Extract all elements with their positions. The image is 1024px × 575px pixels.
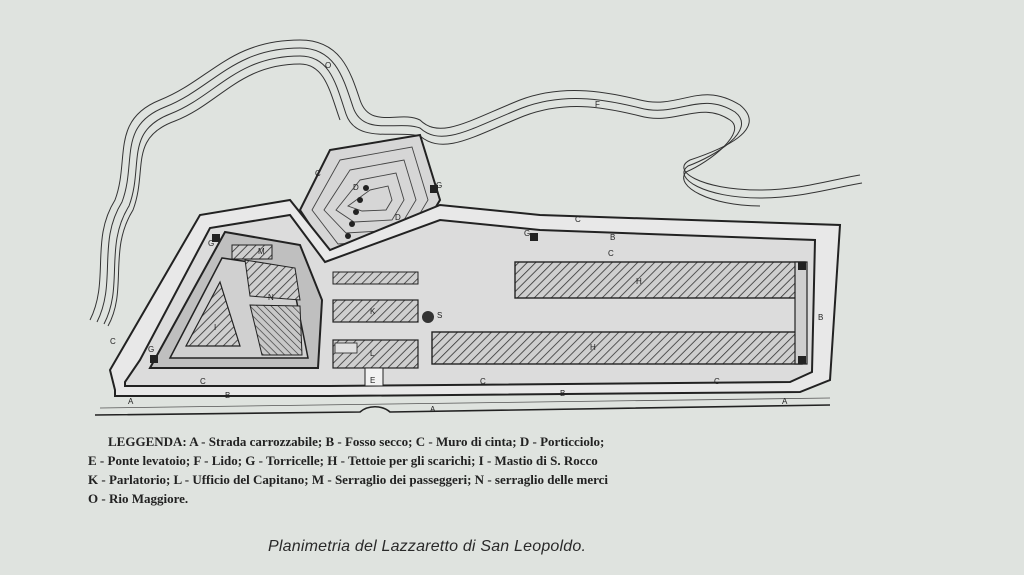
svg-text:C: C	[575, 215, 581, 224]
svg-text:S: S	[437, 311, 443, 320]
svg-text:B: B	[610, 233, 616, 242]
figure-caption: Planimetria del Lazzaretto di San Leopoldo.	[268, 538, 587, 555]
svg-text:D: D	[395, 213, 401, 222]
legend-line-4: O - Rio Maggiore.	[88, 491, 189, 506]
svg-text:C: C	[608, 249, 614, 258]
legend-line-3: K - Parlatorio; L - Ufficio del Capitano; M - Serraglio dei passeggeri; N - serraglio delle merci	[88, 472, 608, 487]
svg-text:C: C	[200, 377, 206, 386]
svg-text:A: A	[430, 405, 436, 414]
legend-line-1: LEGGENDA: A - Strada carrozzabile; B - Fosso secco; C - Muro di cinta; D - Porticciolo;	[108, 434, 605, 449]
svg-text:M: M	[258, 247, 265, 256]
svg-text:C: C	[315, 169, 321, 178]
svg-text:G: G	[208, 239, 215, 248]
svg-text:H: H	[636, 277, 642, 286]
svg-text:O: O	[325, 61, 332, 70]
svg-text:G: G	[436, 181, 443, 190]
svg-text:F: F	[595, 100, 600, 109]
svg-text:N: N	[268, 293, 274, 302]
svg-text:E: E	[370, 376, 376, 385]
svg-text:B: B	[225, 391, 231, 400]
svg-text:A: A	[782, 397, 788, 406]
svg-text:B: B	[818, 313, 824, 322]
legend	[88, 432, 888, 508]
svg-text:D: D	[353, 183, 359, 192]
svg-text:C: C	[714, 377, 720, 386]
svg-text:G: G	[148, 345, 155, 354]
svg-text:L: L	[370, 349, 375, 358]
svg-text:B: B	[560, 389, 566, 398]
svg-text:A: A	[128, 397, 134, 406]
svg-text:K: K	[370, 307, 376, 316]
svg-text:C: C	[480, 377, 486, 386]
svg-text:H: H	[590, 343, 596, 352]
svg-text:G: G	[524, 229, 531, 238]
legend-line-2: E - Ponte levatoio; F - Lido; G - Torricelle; H - Tettoie per gli scarichi; I - Mastio di S. Rocco	[88, 453, 598, 468]
svg-text:I: I	[214, 323, 217, 332]
svg-text:C: C	[110, 337, 116, 346]
